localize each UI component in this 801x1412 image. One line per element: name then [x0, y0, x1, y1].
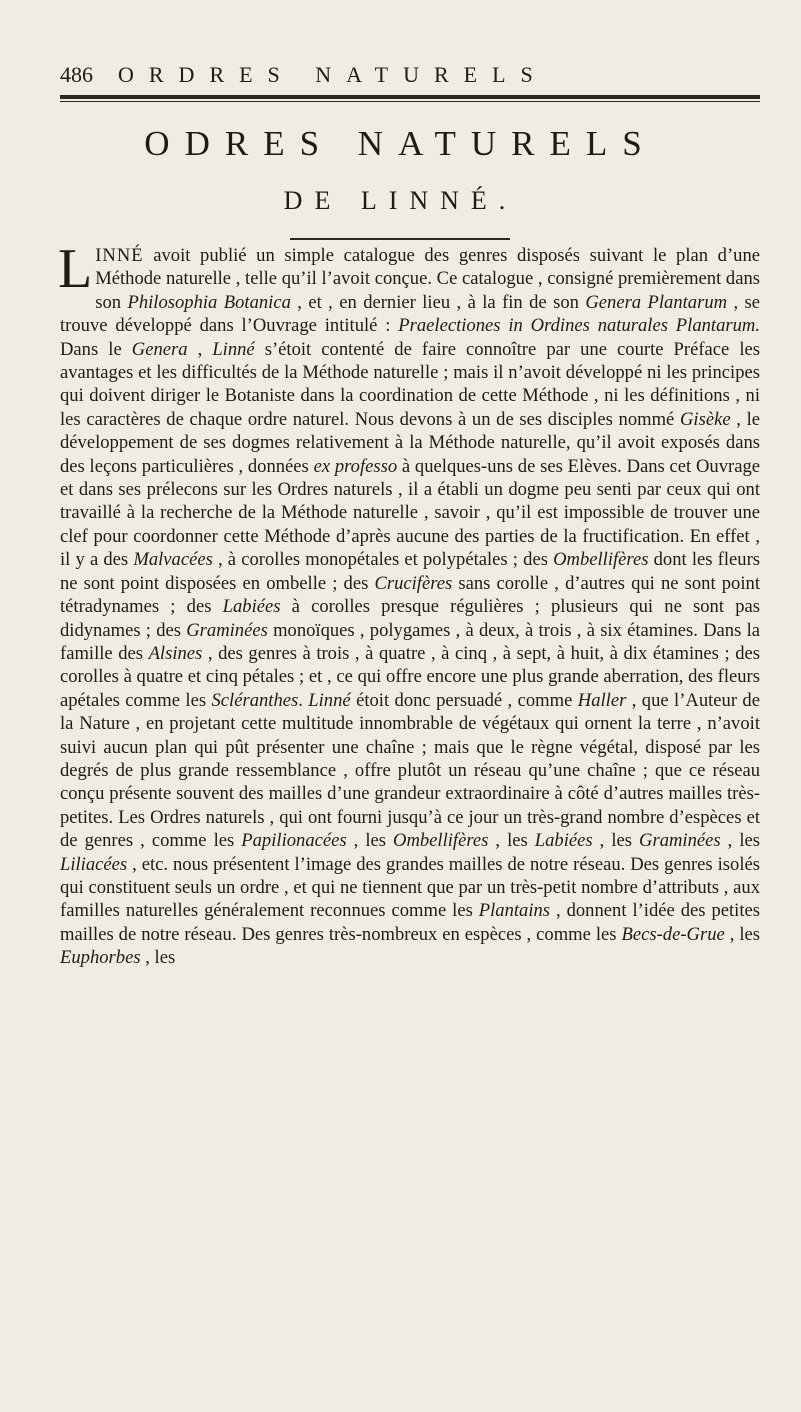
text-run: Dans le	[60, 338, 132, 360]
italic-term: Linné	[212, 338, 255, 360]
drop-cap: L	[58, 238, 93, 300]
italic-term: Labiées	[534, 830, 593, 852]
italic-term: Graminées	[186, 619, 268, 641]
italic-term: Ombellifères	[393, 830, 489, 852]
italic-term: Crucifères	[374, 572, 453, 594]
text-run: ,	[187, 338, 213, 360]
italic-term: Papilionacées	[241, 830, 347, 852]
italic-term: Linné	[308, 689, 351, 711]
text-run: à quelques-uns de ses Elèves. Dans cet Ouvrage et dans ses prélecons sur les Ordres naturels , il a établi un dogme peu senti par ceux qui ont travaillé à la recherche de la Méthode naturelle , savoir , qu’il est impossible de trouver une clef pour coordonner cette Méthode d’après aucune des parties de la fructification. En effet , il y a des	[60, 455, 760, 571]
text-run: , les	[488, 830, 535, 852]
text-run: , donnent l’idée des petites mailles de notre réseau. Des genres très-nombreux en espèces , comme les	[60, 900, 760, 945]
text-run: , les	[724, 923, 760, 945]
chapter-title: ODRES NATURELS	[144, 124, 657, 163]
author-name: INNÉ	[95, 245, 144, 266]
italic-term: Labiées	[222, 596, 281, 618]
body-text	[58, 238, 761, 970]
italic-term: Genera Plantarum	[585, 291, 728, 313]
italic-term: ex professo	[313, 455, 398, 477]
italic-term: Scléranthes	[211, 689, 299, 711]
italic-term: Praelectiones in Ordines naturales Plantarum.	[398, 315, 760, 337]
text-run: , les	[346, 830, 394, 852]
section-rule	[290, 238, 510, 240]
italic-term: Gisèke	[679, 408, 731, 430]
italic-term: Becs-de-Grue	[621, 923, 725, 945]
running-title: ORDRES NATURELS	[118, 62, 548, 87]
italic-term: Liliacées	[60, 853, 128, 875]
text-run: à corolles presque régulières ; plusieurs qui ne sont pas didynames ; des	[60, 596, 760, 641]
text-run: .	[298, 689, 309, 711]
text-run: , le développement de ses dogmes relativement à la Méthode naturelle, qu’il avoit exposés dans des leçons particulières , données	[60, 408, 760, 477]
text-run: avoit publié un simple catalogue des genres disposés suivant le plan d’une Méthode naturelle , telle qu’il l’avoit conçue. Ce catalogue , consigné premièrement dans son	[95, 245, 760, 313]
text-run: , des genres à trois , à quatre , à cinq , à sept, à huit, à dix étamines ; des corolles à quatre et cinq pétales ; et , ce qui offre encore une plus grande aberration, des fleurs apétales comme les	[60, 642, 760, 711]
italic-term: Haller	[577, 689, 627, 711]
text-run: , les	[140, 947, 176, 969]
text-run: , que l’Auteur de la Nature , en projetant cette multitude innombrable de végétaux qui ornent la terre , n’avoit suivi aucun plan qui pût présenter une chaîne ; mais que le règne végétal, disposé par les degrés de plus grande ressemblance , offre plutôt un réseau qu’une chaîne ; que ce réseau conçu présente souvent des mailles d’une grandeur extraordinaire à côté d’autres mailles très-petites. Les Ordres naturels , qui ont fourni jusqu’à ce jour un très-grand nombre d’espèces et de genres , comme les	[60, 689, 760, 852]
text-run: , etc. nous présentent l’image des grandes mailles de notre réseau. Des genres isolés qui constituent seuls un ordre , et qui ne tiennent que par un très-petit nombre d’attributs , aux familles naturelles généralement reconnues comme les	[60, 853, 760, 922]
paragraph	[58, 238, 761, 970]
header-rule-thin	[60, 101, 760, 102]
italic-term: Euphorbes	[60, 947, 141, 969]
italic-term: Graminées	[639, 830, 721, 852]
text-run: dont les fleurs ne sont point disposées en ombelle ; des	[60, 549, 760, 594]
text-run: , et , en dernier lieu , à la fin de son	[290, 291, 586, 313]
italic-term: Malvacées	[133, 549, 213, 571]
text-run: étoit donc persuadé , comme	[350, 689, 578, 711]
italic-term: Ombellifères	[553, 549, 649, 571]
chapter-subtitle: DE LINNÉ.	[283, 186, 518, 215]
header-rule	[60, 95, 760, 99]
text-run: sans corolle , d’autres qui ne sont point tétradynames ; des	[60, 572, 760, 618]
text-run: , se trouve développé dans l’Ouvrage intitulé :	[60, 291, 761, 337]
italic-term: Genera	[131, 338, 188, 360]
page-number: 486	[60, 62, 93, 87]
running-header	[60, 62, 760, 92]
text-run: monoïques , polygames , à deux, à trois , à six étamines. Dans la famille des	[60, 619, 760, 664]
text-run: , les	[592, 830, 640, 852]
text-run: , à corolles monopétales et polypétales ; des	[212, 549, 554, 571]
italic-term: Alsines	[148, 642, 203, 664]
italic-term: Plantains	[478, 900, 551, 922]
text-run: , les	[720, 830, 761, 852]
italic-term: Philosophia Botanica	[127, 291, 291, 313]
text-run: s’étoit contenté de faire connoître par une courte Préface les avantages et les difficultés de la Méthode naturelle ; mais il n’avoit développé ni les principes qui doivent diriger le Botaniste dans la coordination de cette Méthode , ni les définitions , ni les caractères de chaque ordre naturel. Nous devons à un de ses disciples nommé	[60, 338, 760, 430]
